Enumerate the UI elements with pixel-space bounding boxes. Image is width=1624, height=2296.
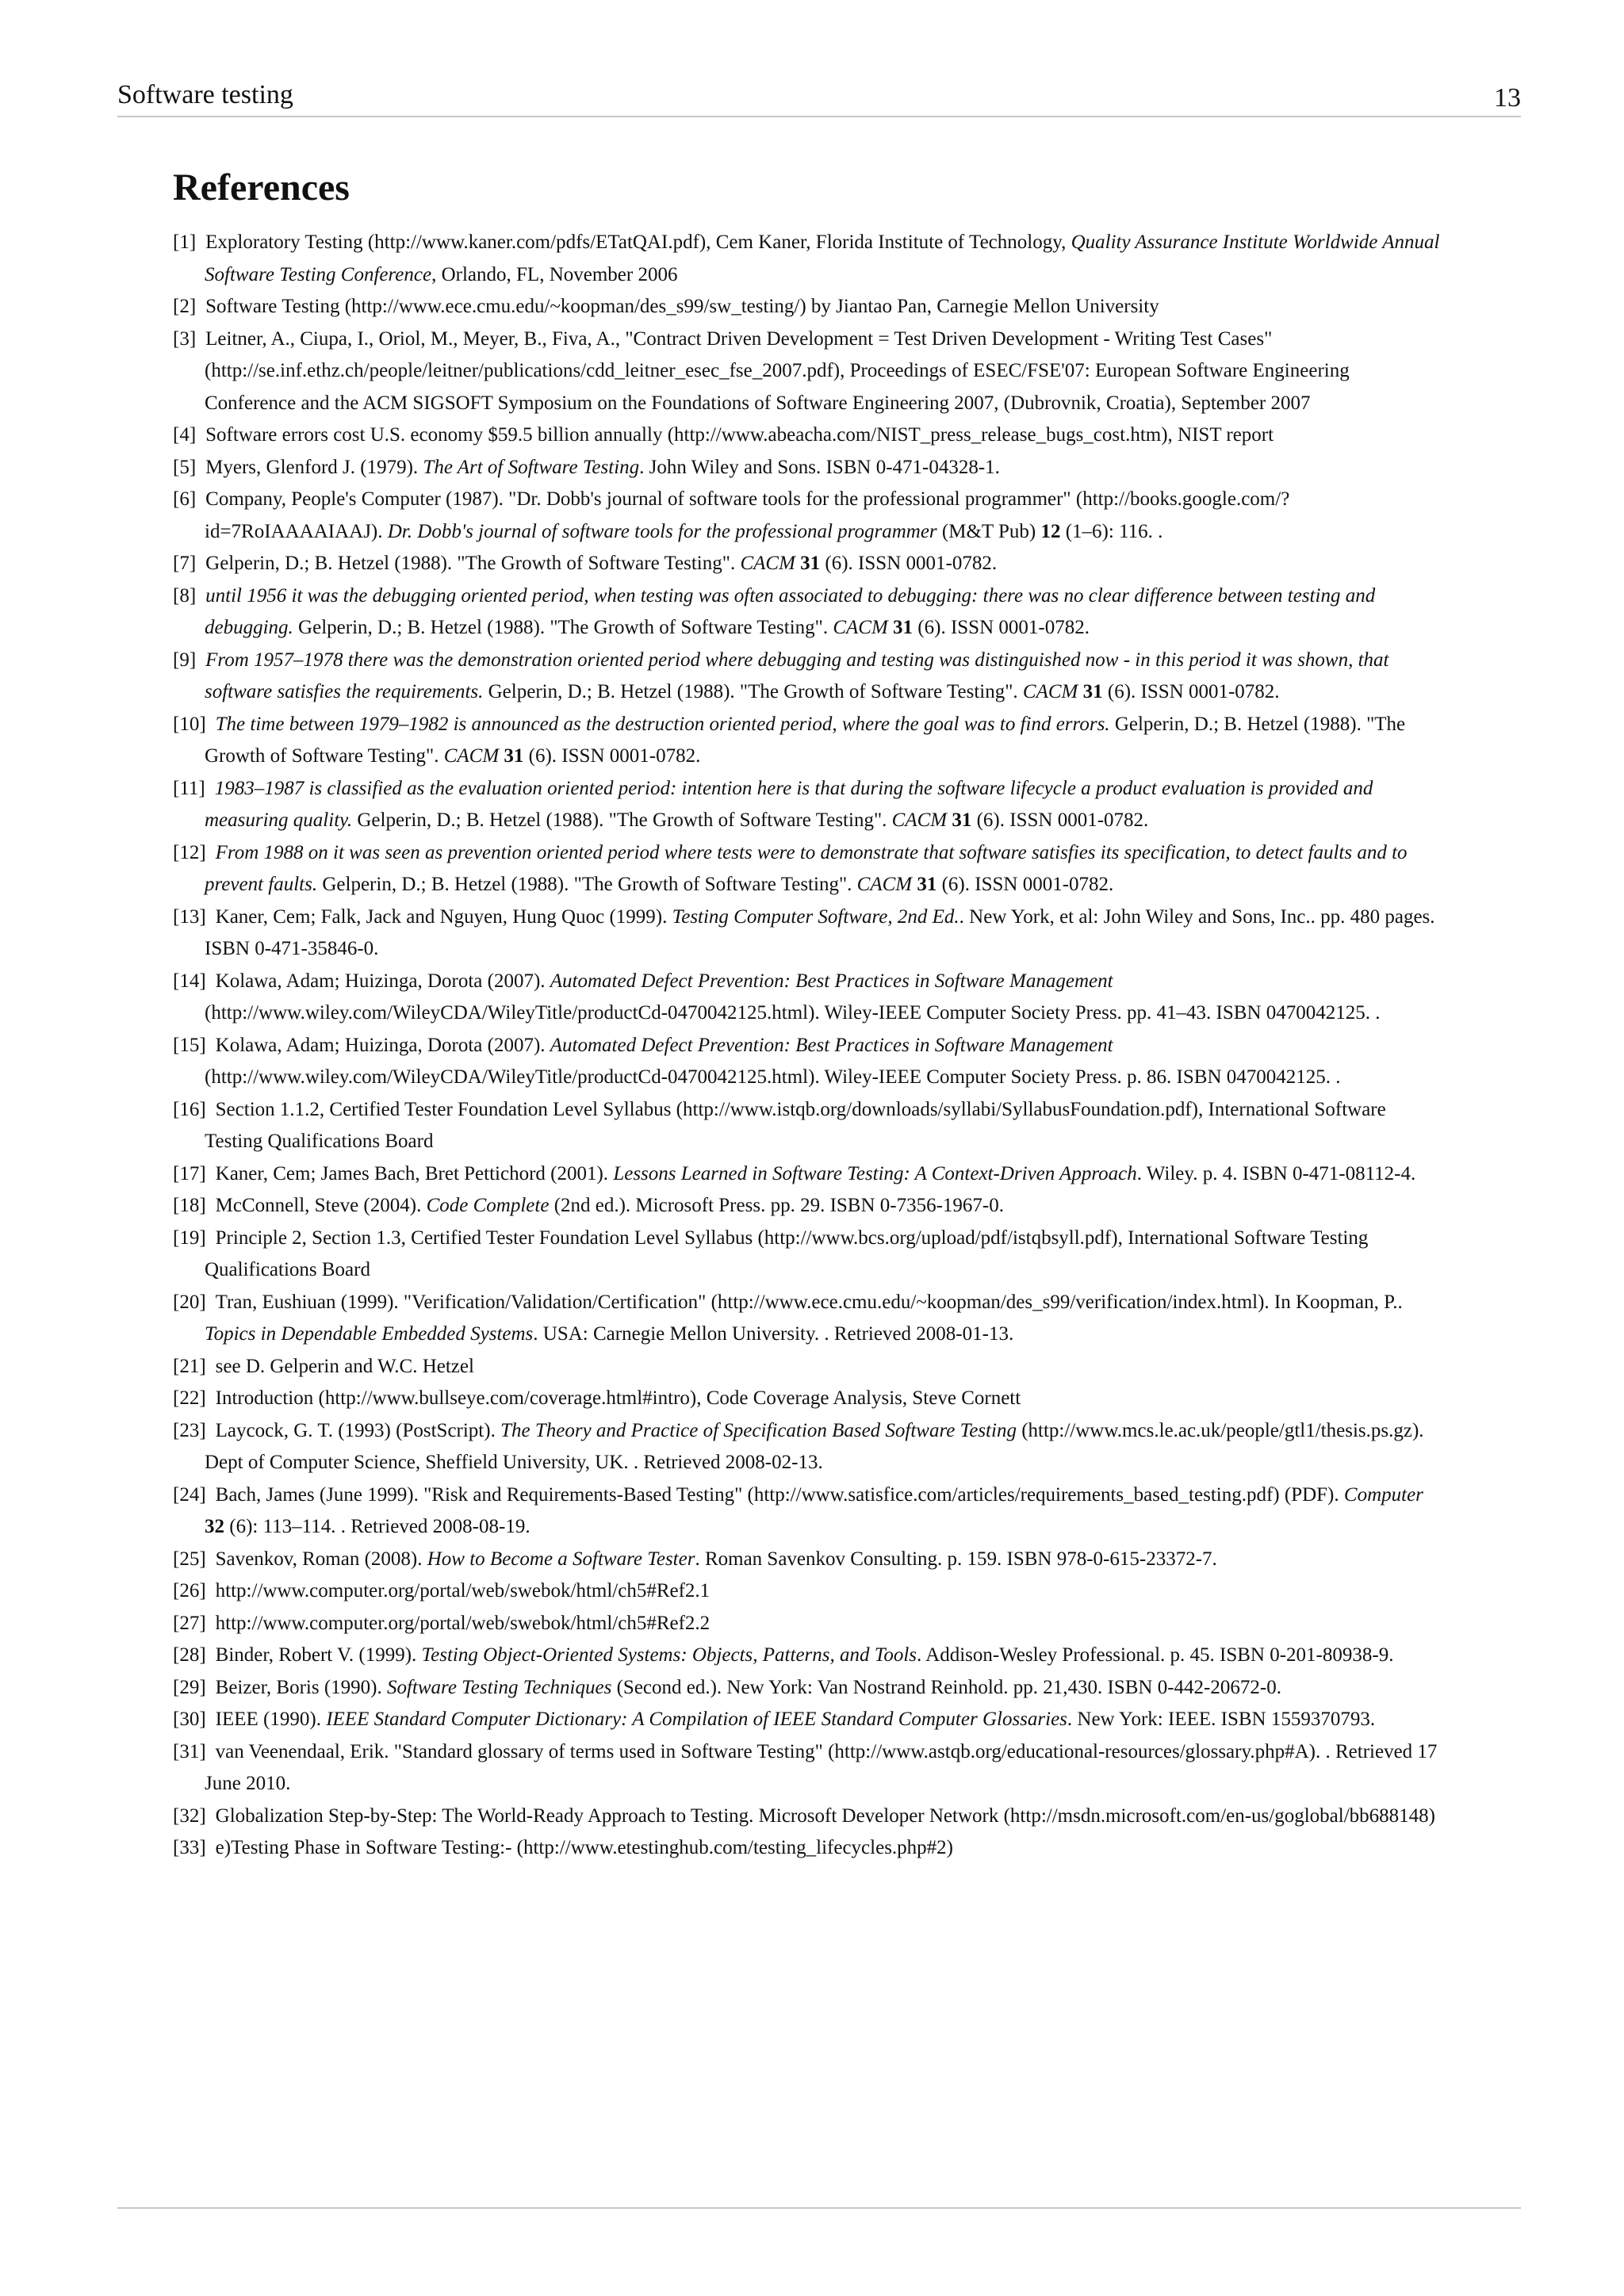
reference-text: . Addison-Wesley Professional. p. 45. ISBN 0-201-80938-9. xyxy=(917,1644,1394,1666)
reference-italic-text: CACM xyxy=(833,617,888,638)
reference-item xyxy=(173,227,1442,291)
reference-text: (6). ISSN 0001-0782. xyxy=(971,809,1149,831)
reference-number: [24] xyxy=(173,1483,206,1506)
reference-text: Binder, Robert V. (1999). xyxy=(215,1644,422,1666)
reference-text: (http://www.wiley.com/WileyCDA/WileyTitle/productCd-0470042125.html). Wiley-IEEE Computer Society Press. pp. 41–43. ISBN 0470042125. . xyxy=(205,1002,1381,1024)
reference-text: (6). ISSN 0001-0782. xyxy=(523,745,701,767)
reference-text: Kaner, Cem; Falk, Jack and Nguyen, Hung Quoc (1999). xyxy=(215,905,672,928)
reference-number: [29] xyxy=(173,1676,206,1698)
reference-item xyxy=(173,548,1442,580)
reference-number: [4] xyxy=(173,424,197,446)
reference-italic-text: IEEE Standard Computer Dictionary: A Compilation of IEEE Standard Computer Glossaries xyxy=(326,1709,1067,1730)
reference-text: (M&T Pub) xyxy=(936,520,1041,542)
reference-text: (1–6): 116. . xyxy=(1060,520,1163,542)
reference-number: [31] xyxy=(173,1740,206,1762)
reference-italic-text: CACM xyxy=(856,874,913,895)
reference-text: Kolawa, Adam; Huizinga, Dorota (2007). xyxy=(215,1034,550,1056)
reference-list xyxy=(173,227,1442,1865)
reference-text: , Orlando, FL, November 2006 xyxy=(431,263,678,285)
reference-bold-text: 31 xyxy=(893,617,914,638)
reference-number: [12] xyxy=(173,841,206,863)
reference-item xyxy=(173,1479,1442,1544)
reference-item xyxy=(173,1190,1442,1223)
reference-text: Savenkov, Roman (2008). xyxy=(215,1548,427,1570)
reference-italic-text: Automated Defect Prevention: Best Practices in Software Management xyxy=(550,1034,1113,1056)
reference-italic-text: Automated Defect Prevention: Best Practices in Software Management xyxy=(550,970,1113,992)
reference-text: Globalization Step-by-Step: The World-Ready Approach to Testing. Microsoft Developer Network (http://msdn.microsoft.com/en-us/goglobal/bb688148) xyxy=(215,1804,1435,1827)
reference-text: (2nd ed.). Microsoft Press. pp. 29. ISBN 0-7356-1967-0. xyxy=(549,1195,1004,1216)
reference-italic-text: CACM xyxy=(443,745,500,767)
reference-text: . Roman Savenkov Consulting. p. 159. ISBN 978-0-615-23372-7. xyxy=(695,1548,1217,1570)
reference-number: [15] xyxy=(173,1034,206,1056)
footer-rule xyxy=(117,2207,1521,2209)
reference-number: [16] xyxy=(173,1098,206,1120)
reference-italic-text: CACM xyxy=(1022,681,1078,702)
reference-number: [33] xyxy=(173,1837,206,1858)
reference-text: Kaner, Cem; James Bach, Bret Pettichord (2001). xyxy=(215,1162,614,1184)
running-title: Software testing xyxy=(117,80,293,109)
reference-number: [21] xyxy=(173,1355,206,1377)
reference-text: . Wiley. p. 4. ISBN 0-471-08112-4. xyxy=(1136,1162,1416,1184)
reference-italic-text: Testing Computer Software, 2nd Ed. xyxy=(672,905,959,928)
reference-bold-text: 32 xyxy=(205,1516,224,1537)
reference-text: (6). ISSN 0001-0782. xyxy=(1102,681,1280,702)
reference-number: [25] xyxy=(173,1548,206,1570)
reference-text: . USA: Carnegie Mellon University. . Retrieved 2008-01-13. xyxy=(533,1323,1014,1345)
reference-text: Myers, Glenford J. (1979). xyxy=(205,456,423,478)
reference-item xyxy=(173,1415,1442,1479)
reference-text: Beizer, Boris (1990). xyxy=(215,1676,387,1698)
reference-bold-text: 12 xyxy=(1040,520,1061,542)
reference-item xyxy=(173,419,1442,452)
reference-item xyxy=(173,1800,1442,1833)
reference-item xyxy=(173,1383,1442,1415)
reference-number: [17] xyxy=(173,1162,206,1184)
reference-bold-text: 31 xyxy=(917,874,937,895)
reference-text: . New York: IEEE. ISBN 1559370793. xyxy=(1067,1709,1376,1730)
section-heading: References xyxy=(173,166,350,209)
reference-text: Gelperin, D.; B. Hetzel (1988). "The Growth of Software Testing". xyxy=(317,874,857,895)
reference-item xyxy=(173,901,1442,966)
reference-text: Bach, James (June 1999). "Risk and Requirements-Based Testing" (http://www.satisfice.com/articles/requirements_based_testing.pdf) (PDF). xyxy=(215,1483,1344,1506)
reference-text: Software errors cost U.S. economy $59.5 billion annually (http://www.abeacha.com/NIST_press_release_bugs_cost.htm), NIST report xyxy=(205,424,1274,446)
reference-number: [22] xyxy=(173,1387,206,1409)
reference-item xyxy=(173,1287,1442,1351)
reference-italic-text: The Theory and Practice of Specification Based Software Testing xyxy=(500,1419,1017,1441)
reference-number: [23] xyxy=(173,1419,206,1441)
reference-text: see D. Gelperin and W.C. Hetzel xyxy=(215,1355,474,1377)
reference-italic-text: CACM xyxy=(891,809,948,831)
reference-number: [13] xyxy=(173,905,206,928)
reference-italic-text: Computer xyxy=(1343,1483,1423,1506)
reference-number: [7] xyxy=(173,553,197,574)
reference-number: [32] xyxy=(173,1804,206,1827)
reference-italic-text: Dr. Dobb's journal of software tools for the professional programmer xyxy=(387,520,937,542)
reference-item xyxy=(173,966,1442,1030)
reference-text: (http://www.mcs.le.ac.uk/people/gtl1/thesis.ps.gz). Dept of Computer Science, Sheffield University, UK. . Retrieved 2008-02-13. xyxy=(205,1419,1424,1473)
reference-italic-text: The Art of Software Testing xyxy=(423,456,640,478)
reference-italic-text: From 1957–1978 there was the demonstration oriented period where debugging and testing was distinguished now - in this period it was shown, that software satisfies the requirements. xyxy=(205,649,1389,702)
reference-item xyxy=(173,1640,1442,1672)
reference-number: [26] xyxy=(173,1580,206,1601)
reference-bold-text: 31 xyxy=(800,553,821,574)
reference-text: Laycock, G. T. (1993) (PostScript). xyxy=(215,1419,501,1441)
reference-italic-text: Code Complete xyxy=(426,1195,550,1216)
reference-text: IEEE (1990). xyxy=(215,1709,327,1730)
reference-number: [20] xyxy=(173,1291,206,1313)
reference-italic-text: Testing Object-Oriented Systems: Objects, Patterns, and Tools xyxy=(421,1644,917,1666)
reference-text: Exploratory Testing (http://www.kaner.com/pdfs/ETatQAI.pdf), Cem Kaner, Florida Institute of Technology, xyxy=(205,232,1071,253)
reference-number: [9] xyxy=(173,649,197,671)
reference-text: Gelperin, D.; B. Hetzel (1988). "The Growth of Software Testing". xyxy=(293,617,833,638)
reference-item xyxy=(173,1158,1442,1191)
reference-text: van Veenendaal, Erik. "Standard glossary of terms used in Software Testing" (http://www.astqb.org/educational-resources/glossary.php#A). . Retrieved 17 June 2010. xyxy=(205,1740,1438,1794)
reference-text: (6). ISSN 0001-0782. xyxy=(820,553,998,574)
reference-text: . New York, et al: John Wiley and Sons, Inc.. pp. 480 pages. ISBN 0-471-35846-0. xyxy=(205,905,1435,959)
reference-number: [18] xyxy=(173,1195,206,1216)
reference-item xyxy=(173,645,1442,709)
reference-italic-text: 1983–1987 is classified as the evaluation oriented period: intention here is that during the software lifecycle a product evaluation is provided and measuring quality. xyxy=(205,777,1373,831)
reference-number: [3] xyxy=(173,327,197,350)
reference-text: http://www.computer.org/portal/web/swebok/html/ch5#Ref2.1 xyxy=(215,1580,710,1601)
reference-number: [2] xyxy=(173,296,197,317)
reference-text: Gelperin, D.; B. Hetzel (1988). "The Growth of Software Testing". xyxy=(205,553,741,574)
reference-bold-text: 31 xyxy=(504,745,524,767)
reference-item xyxy=(173,1544,1442,1576)
reference-text: Gelperin, D.; B. Hetzel (1988). "The Growth of Software Testing". xyxy=(483,681,1023,702)
reference-item xyxy=(173,1832,1442,1865)
reference-item xyxy=(173,580,1442,645)
reference-text: Tran, Eushiuan (1999). "Verification/Validation/Certification" (http://www.ece.cmu.edu/~koopman/des_s99/verification/index.html). In Koopman, P.. xyxy=(215,1291,1403,1313)
reference-text: Gelperin, D.; B. Hetzel (1988). "The Growth of Software Testing". xyxy=(205,713,1406,767)
reference-item xyxy=(173,1575,1442,1608)
running-header xyxy=(117,76,1521,117)
reference-item xyxy=(173,1351,1442,1383)
reference-text: Company, People's Computer (1987). "Dr. Dobb's journal of software tools for the professional programmer" (http://books.google.com/?id=7RoIAAAAIAAJ). xyxy=(205,488,1290,542)
reference-number: [10] xyxy=(173,713,206,735)
reference-number: [1] xyxy=(173,232,197,253)
reference-text: (6). ISSN 0001-0782. xyxy=(936,874,1114,895)
reference-text: (6). ISSN 0001-0782. xyxy=(913,617,1090,638)
reference-text: McConnell, Steve (2004). xyxy=(215,1195,427,1216)
page-number: 13 xyxy=(1494,83,1521,113)
reference-italic-text: CACM xyxy=(740,553,795,574)
reference-text: Section 1.1.2, Certified Tester Foundation Level Syllabus (http://www.istqb.org/downloads/syllabi/SyllabusFoundation.pdf), International Software Testing Qualifications Board xyxy=(205,1098,1386,1152)
reference-text: Kolawa, Adam; Huizinga, Dorota (2007). xyxy=(215,970,550,992)
reference-italic-text: How to Become a Software Tester xyxy=(427,1548,695,1570)
reference-item xyxy=(173,1223,1442,1287)
reference-italic-text: From 1988 on it was seen as prevention oriented period where tests were to demonstrate that software satisfies its specification, to detect faults and to prevent faults. xyxy=(205,841,1408,895)
reference-number: [11] xyxy=(173,777,205,799)
reference-item xyxy=(173,452,1442,484)
reference-text: Principle 2, Section 1.3, Certified Tester Foundation Level Syllabus (http://www.bcs.org/upload/pdf/istqbsyll.pdf), International Software Testing Qualifications Board xyxy=(205,1226,1369,1280)
reference-text: Introduction (http://www.bullseye.com/coverage.html#intro), Code Coverage Analysis, Steve Cornett xyxy=(215,1387,1021,1409)
reference-text: Gelperin, D.; B. Hetzel (1988). "The Growth of Software Testing". xyxy=(352,809,892,831)
reference-number: [19] xyxy=(173,1226,206,1249)
reference-item xyxy=(173,1094,1442,1158)
reference-number: [27] xyxy=(173,1612,206,1634)
reference-italic-text: Lessons Learned in Software Testing: A Context-Driven Approach xyxy=(613,1162,1137,1184)
reference-bold-text: 31 xyxy=(952,809,972,831)
reference-item xyxy=(173,291,1442,323)
reference-italic-text: The time between 1979–1982 is announced as the destruction oriented period, where the goal was to find errors. xyxy=(215,713,1110,735)
reference-italic-text: Quality Assurance Institute Worldwide Annual Software Testing Conference xyxy=(205,232,1440,285)
reference-item xyxy=(173,773,1442,837)
reference-number: [5] xyxy=(173,456,197,478)
reference-item xyxy=(173,1672,1442,1705)
reference-text: . John Wiley and Sons. ISBN 0-471-04328-1. xyxy=(639,456,1000,478)
reference-italic-text: Topics in Dependable Embedded Systems xyxy=(205,1323,534,1345)
reference-text: Leitner, A., Ciupa, I., Oriol, M., Meyer, B., Fiva, A., "Contract Driven Development = Test Driven Development - Writing Test Cases" (http://se.inf.ethz.ch/people/leitner/publications/cdd_leitner_esec_fse_2007.pdf), Proceedings of ESEC/FSE'07: European Software Engineering Conference and the ACM SIGSOFT Symposium on the Foundations of Software Engineering 2007, (Dubrovnik, Croatia), September 2007 xyxy=(205,327,1350,414)
reference-number: [8] xyxy=(173,584,197,607)
reference-number: [28] xyxy=(173,1644,206,1666)
reference-item xyxy=(173,709,1442,773)
reference-number: [14] xyxy=(173,970,206,992)
reference-text: Software Testing (http://www.ece.cmu.edu/~koopman/des_s99/sw_testing/) by Jiantao Pan, Carnegie Mellon University xyxy=(205,296,1159,317)
reference-italic-text: until 1956 it was the debugging oriented period, when testing was often associated to debugging: there was no clear difference between testing and debugging. xyxy=(205,584,1376,638)
reference-text: (6): 113–114. . Retrieved 2008-08-19. xyxy=(224,1516,530,1537)
reference-item xyxy=(173,323,1442,420)
reference-text: http://www.computer.org/portal/web/swebok/html/ch5#Ref2.2 xyxy=(215,1612,710,1634)
reference-item xyxy=(173,484,1442,548)
reference-item xyxy=(173,1608,1442,1640)
reference-text: (Second ed.). New York: Van Nostrand Reinhold. pp. 21,430. ISBN 0-442-20672-0. xyxy=(611,1676,1281,1698)
reference-item xyxy=(173,1030,1442,1094)
reference-text: (http://www.wiley.com/WileyCDA/WileyTitle/productCd-0470042125.html). Wiley-IEEE Computer Society Press. p. 86. ISBN 0470042125. . xyxy=(205,1066,1341,1088)
reference-item xyxy=(173,1736,1442,1800)
reference-item xyxy=(173,1704,1442,1736)
reference-number: [6] xyxy=(173,488,197,510)
reference-item xyxy=(173,837,1442,901)
reference-bold-text: 31 xyxy=(1082,681,1103,702)
reference-text: e)Testing Phase in Software Testing:- (http://www.etestinghub.com/testing_lifecycles.php#2) xyxy=(215,1837,954,1858)
reference-italic-text: Software Testing Techniques xyxy=(386,1676,612,1698)
reference-number: [30] xyxy=(173,1709,206,1730)
